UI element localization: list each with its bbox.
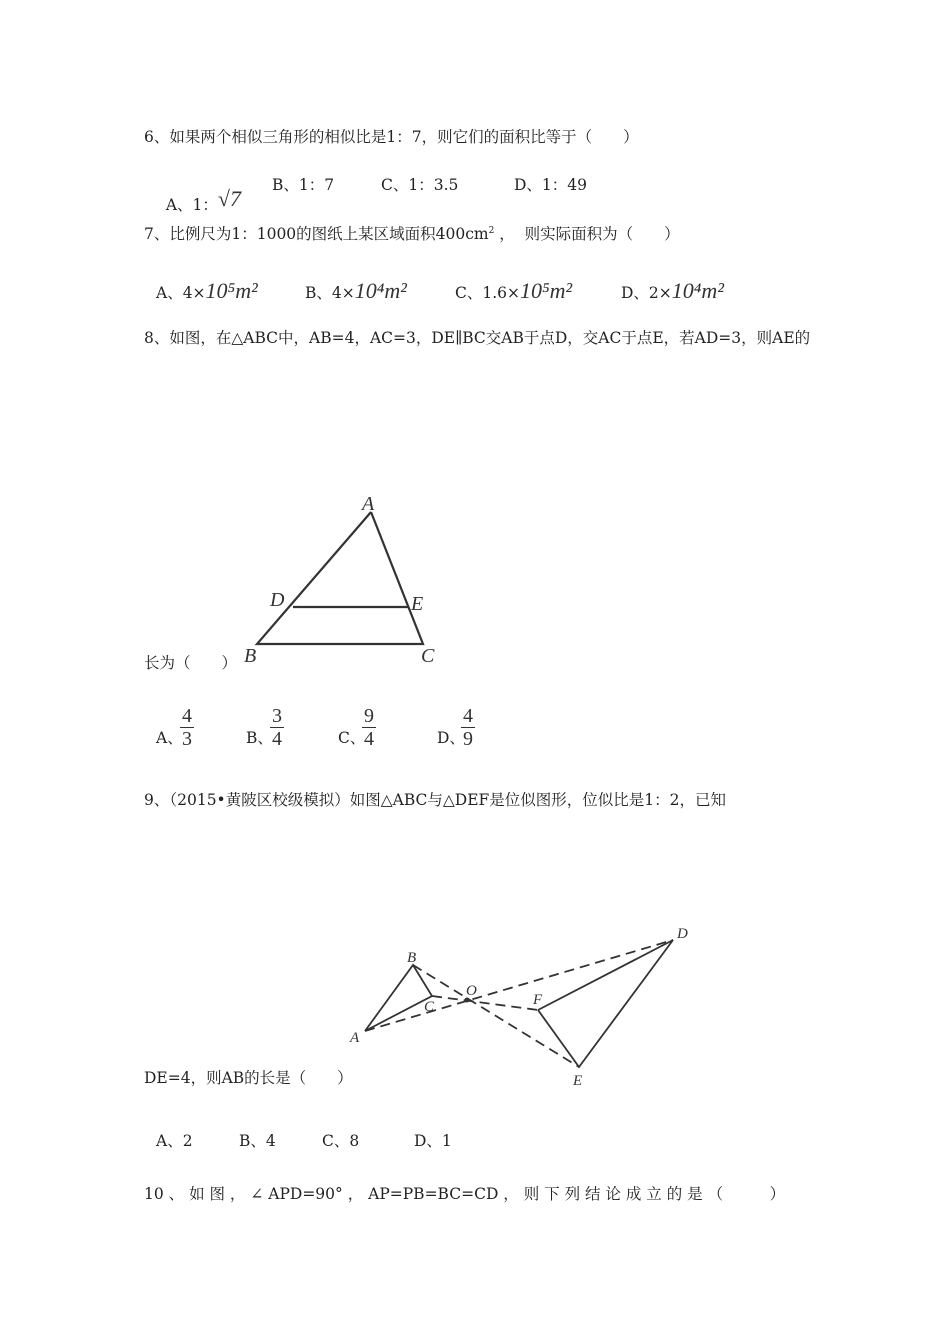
q9-label-a: A: [350, 1030, 360, 1046]
q9-label-d: D: [677, 926, 688, 942]
q8-option-b-denominator: 4: [272, 728, 282, 750]
q6-option-a: [156, 176, 241, 214]
q7-option-b: [305, 280, 407, 302]
q9-label-e: E: [573, 1073, 583, 1089]
q7-option-a-math: 10⁵m²: [205, 278, 258, 303]
q8-option-c-prefix: C、: [338, 729, 366, 747]
q9-homothety-figure: [340, 915, 700, 1095]
q8-option-a-numerator: 4: [182, 705, 192, 727]
q9-stem: 9、（2015•黄陂区校级模拟）如图△ABC与△DEF是位似图形，位似比是1：2，已知: [144, 791, 726, 809]
q9-tail: DE=4，则AB的长是（ ）: [144, 1069, 353, 1087]
q8-label-a: A: [362, 493, 375, 515]
q7-option-c-math: 10⁵m²: [520, 278, 573, 303]
q6-option-a-prefix: A、1：: [165, 195, 218, 214]
q7-option-a-prefix: A、4×: [156, 284, 206, 302]
q9-option-c: C、8: [322, 1132, 360, 1150]
q7-option-d-math: 10⁴m²: [671, 278, 724, 303]
q7-option-b-prefix: B、4×: [305, 284, 355, 302]
q7-stem: [144, 227, 680, 243]
q8-option-d-numerator: 4: [463, 705, 473, 727]
q8-option-b-prefix: B、: [246, 729, 273, 747]
q8-option-c-denominator: 4: [364, 728, 374, 750]
q6-option-b: B、1：7: [272, 176, 335, 194]
q6-stem: 6、如果两个相似三角形的相似比是1：7，则它们的面积比等于（ ）: [144, 128, 639, 146]
q7-stem-after: ， 则实际面积为（ ）: [494, 225, 680, 244]
q9-option-a: A、2: [156, 1132, 193, 1150]
q7-option-d-prefix: D、2×: [621, 284, 672, 302]
q9-dashed-line-be: [413, 965, 579, 1067]
q7-option-d: [621, 280, 724, 302]
q8-triangle-figure: [240, 490, 450, 670]
q7-option-a: [156, 280, 258, 302]
q7-option-c: [455, 280, 572, 302]
q8-option-d-denominator: 9: [463, 728, 473, 750]
q8-label-b: B: [244, 645, 257, 667]
q8-option-b-fraction: [270, 706, 284, 749]
q7-stem-before: 7、比例尺为1：1000的图纸上某区域面积400cm: [144, 225, 489, 244]
q10-stem: 10 、 如 图 ， ∠ APD=90° ， AP=PB=BC=CD ， 则 下 列 结 论 成 立 的 是 （ ）: [144, 1185, 786, 1203]
q9-dashed-line-cf: [432, 996, 538, 1010]
q9-label-o: O: [466, 983, 477, 999]
q7-stem-sup: 2: [488, 226, 495, 236]
q8-label-c: C: [421, 645, 435, 667]
q9-triangle-def: [538, 940, 673, 1067]
q8-option-a-fraction: [180, 706, 194, 749]
q9-label-b: B: [407, 950, 417, 966]
q7-option-b-math: 10⁴m²: [354, 278, 407, 303]
q8-label-d: D: [270, 589, 285, 611]
q6-option-c: C、1：3.5: [381, 176, 459, 194]
q8-option-a-denominator: 3: [182, 728, 192, 750]
q8-option-b-numerator: 3: [272, 705, 282, 727]
q8-option-c-numerator: 9: [364, 705, 374, 727]
q6-option-d: D、1：49: [514, 176, 588, 194]
q9-label-c: C: [424, 999, 435, 1015]
q8-option-a-prefix: A、: [156, 729, 183, 747]
q8-stem: 8、如图，在△ABC中，AB=4，AC=3，DE∥BC交AB于点D，交AC于点E，若AD=3，则AE的: [144, 329, 811, 347]
q8-option-c-fraction: [362, 706, 376, 749]
q8-label-e: E: [411, 593, 424, 615]
q8-option-d-fraction: [461, 706, 475, 749]
q9-label-f: F: [533, 992, 543, 1008]
q9-option-d: D、1: [414, 1132, 452, 1150]
q7-option-c-prefix: C、1.6×: [455, 284, 520, 302]
q8-option-d-prefix: D、: [437, 729, 465, 747]
q6-option-a-math: √7: [217, 185, 241, 211]
q8-triangle-abc: [257, 512, 423, 644]
q9-option-b: B、4: [239, 1132, 276, 1150]
q8-tail: 长为（ ）: [144, 654, 238, 672]
